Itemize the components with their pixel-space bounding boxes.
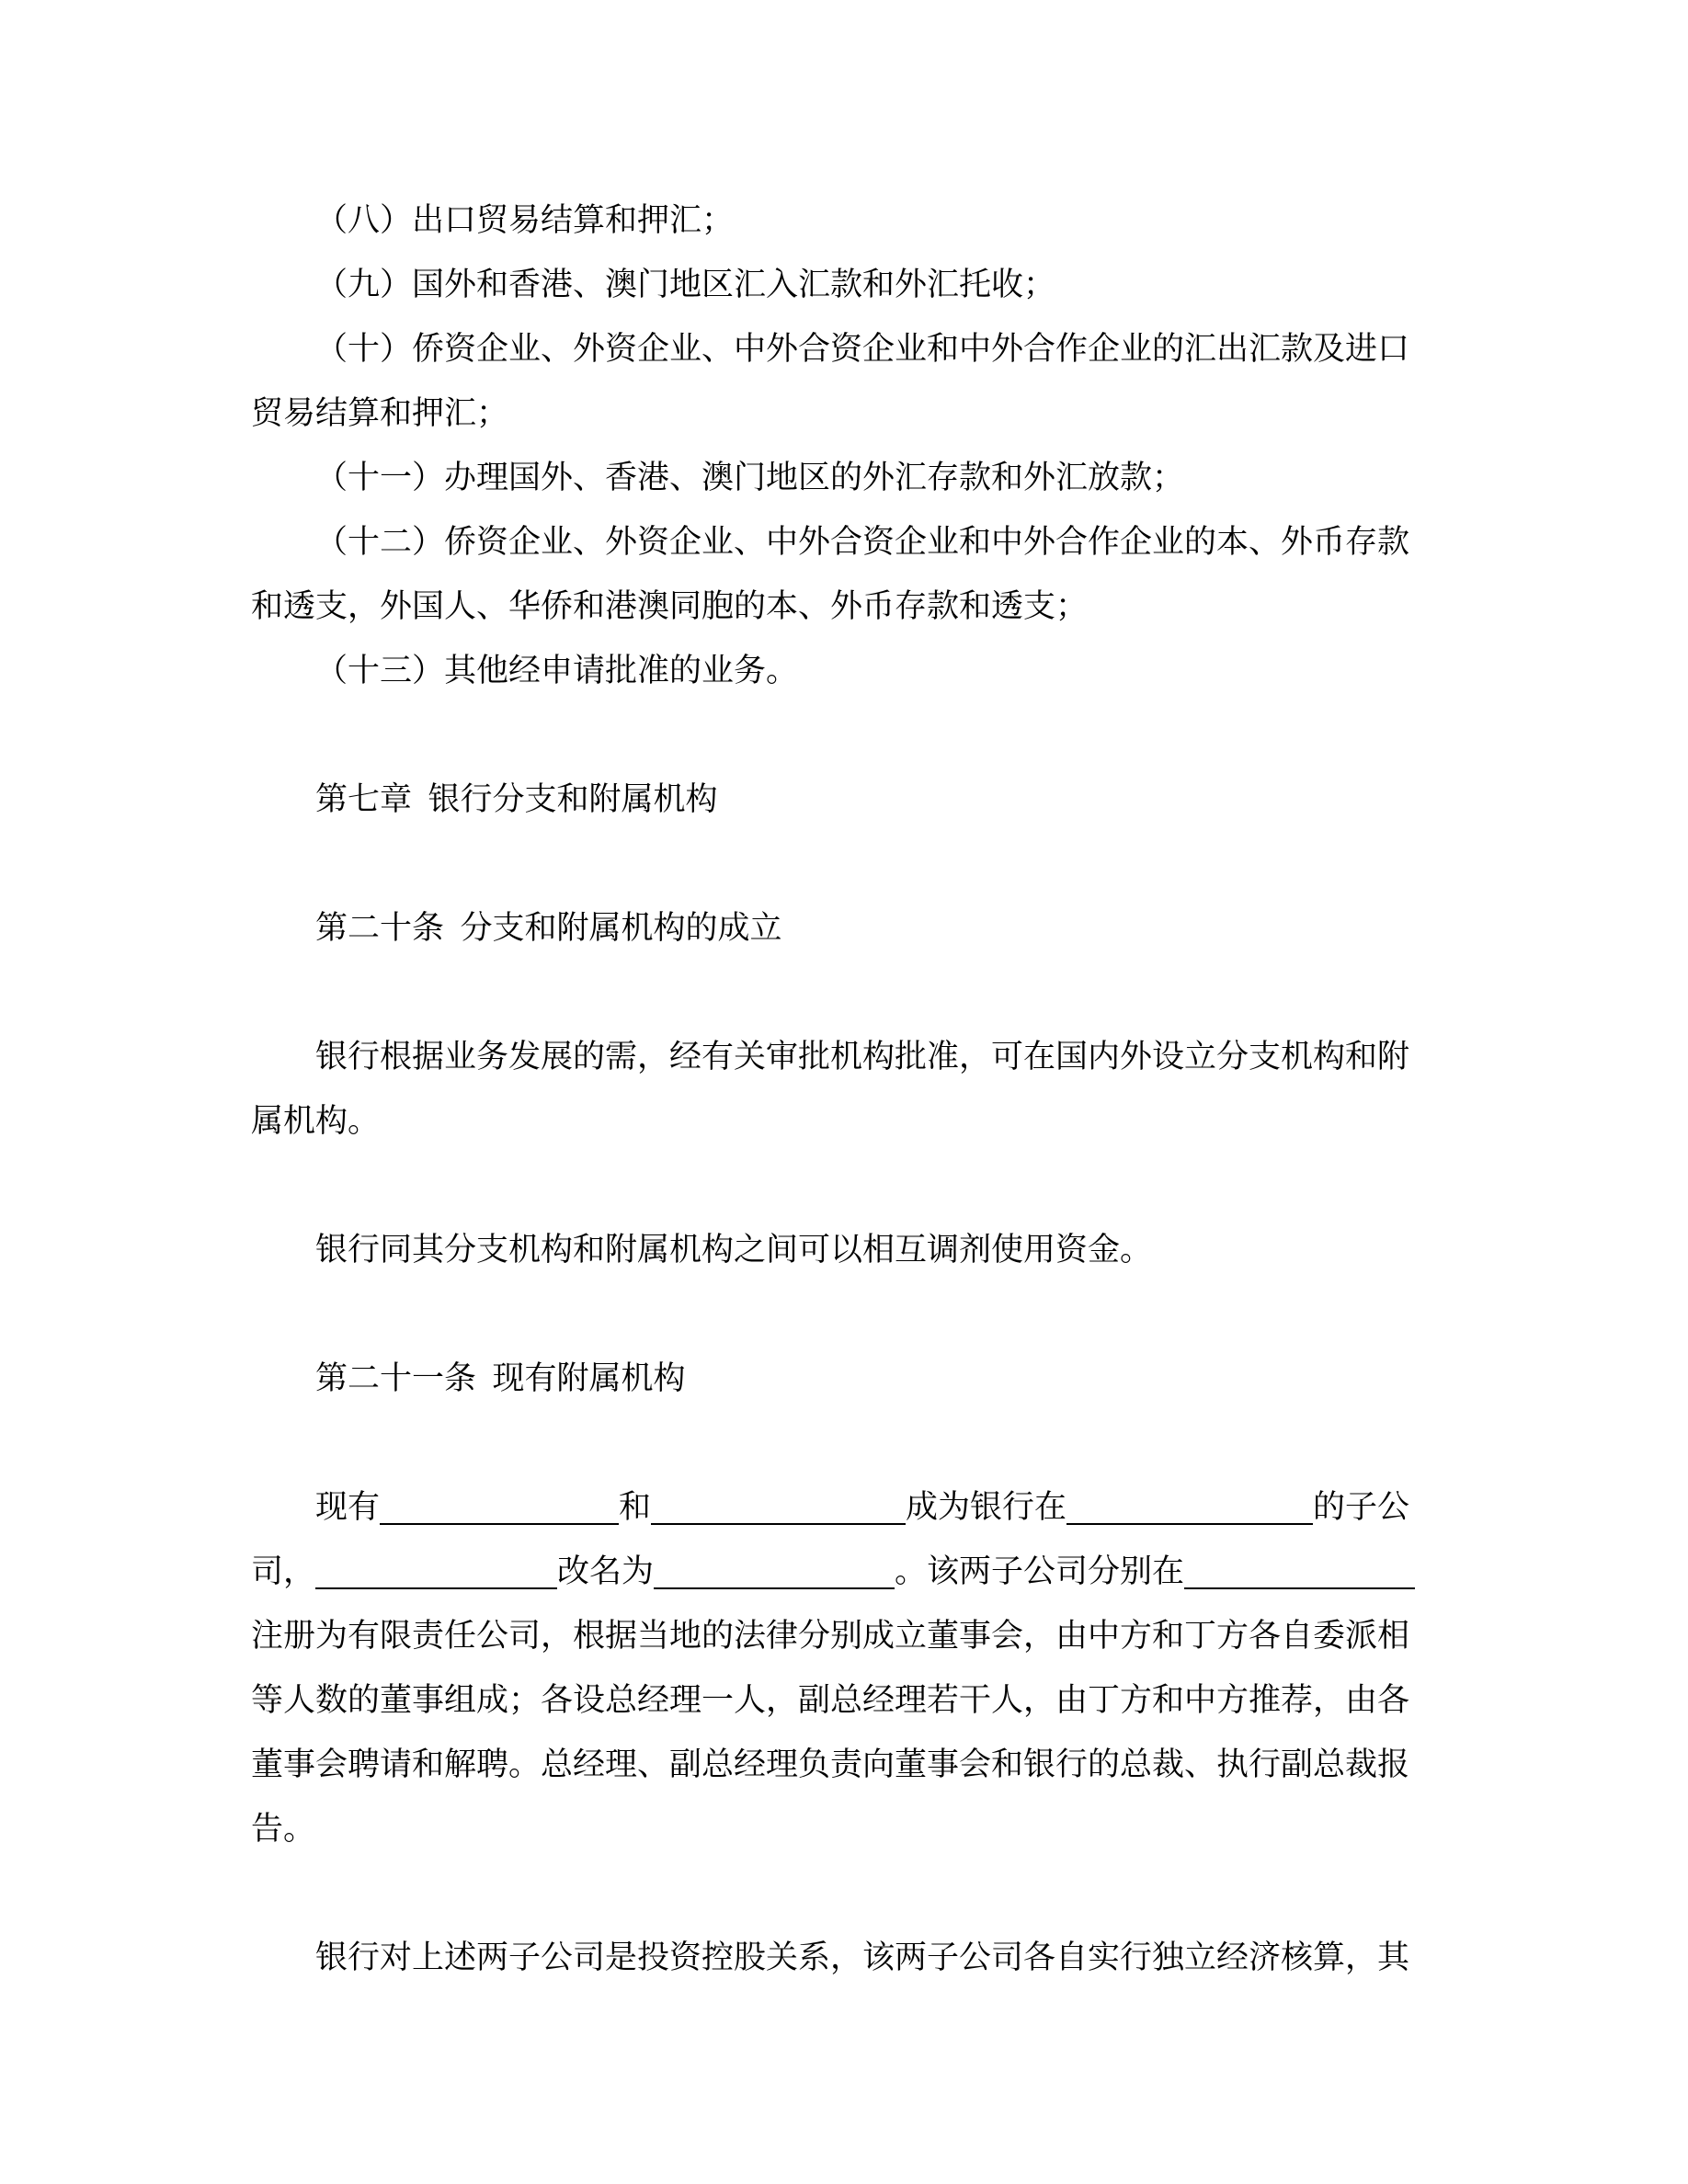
fill-in-blank — [651, 1512, 906, 1525]
document-body — [251, 0, 1428, 1990]
paragraph-item-9: （九）国外和香港、澳门地区汇入汇款和外汇托收； — [315, 267, 1056, 302]
paragraph-article-20-para-1: 银行根据业务发展的需，经有关审批机构批准，可在国内外设立分支机构和附属机构。 — [251, 1039, 1410, 1139]
paragraph-item-10: （十）侨资企业、外资企业、中外合资企业和中外合作企业的汇出汇款及进口贸易结算和押汇； — [251, 331, 1410, 431]
paragraph-item-11: （十一）办理国外、香港、澳门地区的外汇存款和外汇放款； — [315, 460, 1185, 495]
paragraph-article-21-heading: 第二十一条 现有附属机构 — [315, 1360, 686, 1396]
paragraph-item-12: （十二）侨资企业、外资企业、中外合资企业和中外合作企业的本、外币存款和透支，外国人、华侨和港澳同胞的本、外币存款和透支； — [251, 524, 1410, 624]
fill-in-blank — [654, 1576, 895, 1589]
paragraph-article-21-para-2: 银行对上述两子公司是投资控股关系，该两子公司各自实行独立经济核算，其 — [315, 1939, 1410, 1975]
paragraph-article-20-para-2: 银行同其分支机构和附属机构之间可以相互调剂使用资金。 — [315, 1232, 1153, 1268]
paragraph-chapter-7-heading: 第七章 银行分支和附属机构 — [315, 781, 718, 817]
fill-in-blank — [380, 1512, 619, 1525]
text-segment: 的子公司， — [251, 1489, 1410, 1589]
fill-in-blank — [1066, 1512, 1313, 1525]
paragraph-item-8: （八）出口贸易结算和押汇； — [315, 202, 735, 238]
text-segment: 注册为有限责任公司，根据当地的法律分别成立董事会，由中方和丁方各自委派相等人数的董事组成；各设总经理一人，副总经理若干人，由丁方和中方推荐，由各董事会聘请和解聘。总经理、副总经理负责向董事会和银行的总裁、执行副总裁报告。 — [251, 1618, 1410, 1847]
text-segment: 改名为 — [557, 1553, 655, 1589]
paragraph-article-21-para-1 — [251, 1475, 1428, 1861]
paragraph-article-20-heading: 第二十条 分支和附属机构的成立 — [315, 910, 782, 946]
fill-in-blank — [315, 1576, 557, 1589]
text-segment: 成为银行在 — [906, 1489, 1067, 1525]
text-segment: 和 — [619, 1489, 652, 1525]
text-segment: 。该两子公司分别在 — [895, 1553, 1185, 1589]
fill-in-blank — [1184, 1576, 1415, 1589]
text-segment: 现有 — [315, 1489, 381, 1525]
paragraph-item-13: （十三）其他经申请批准的业务。 — [315, 653, 799, 688]
